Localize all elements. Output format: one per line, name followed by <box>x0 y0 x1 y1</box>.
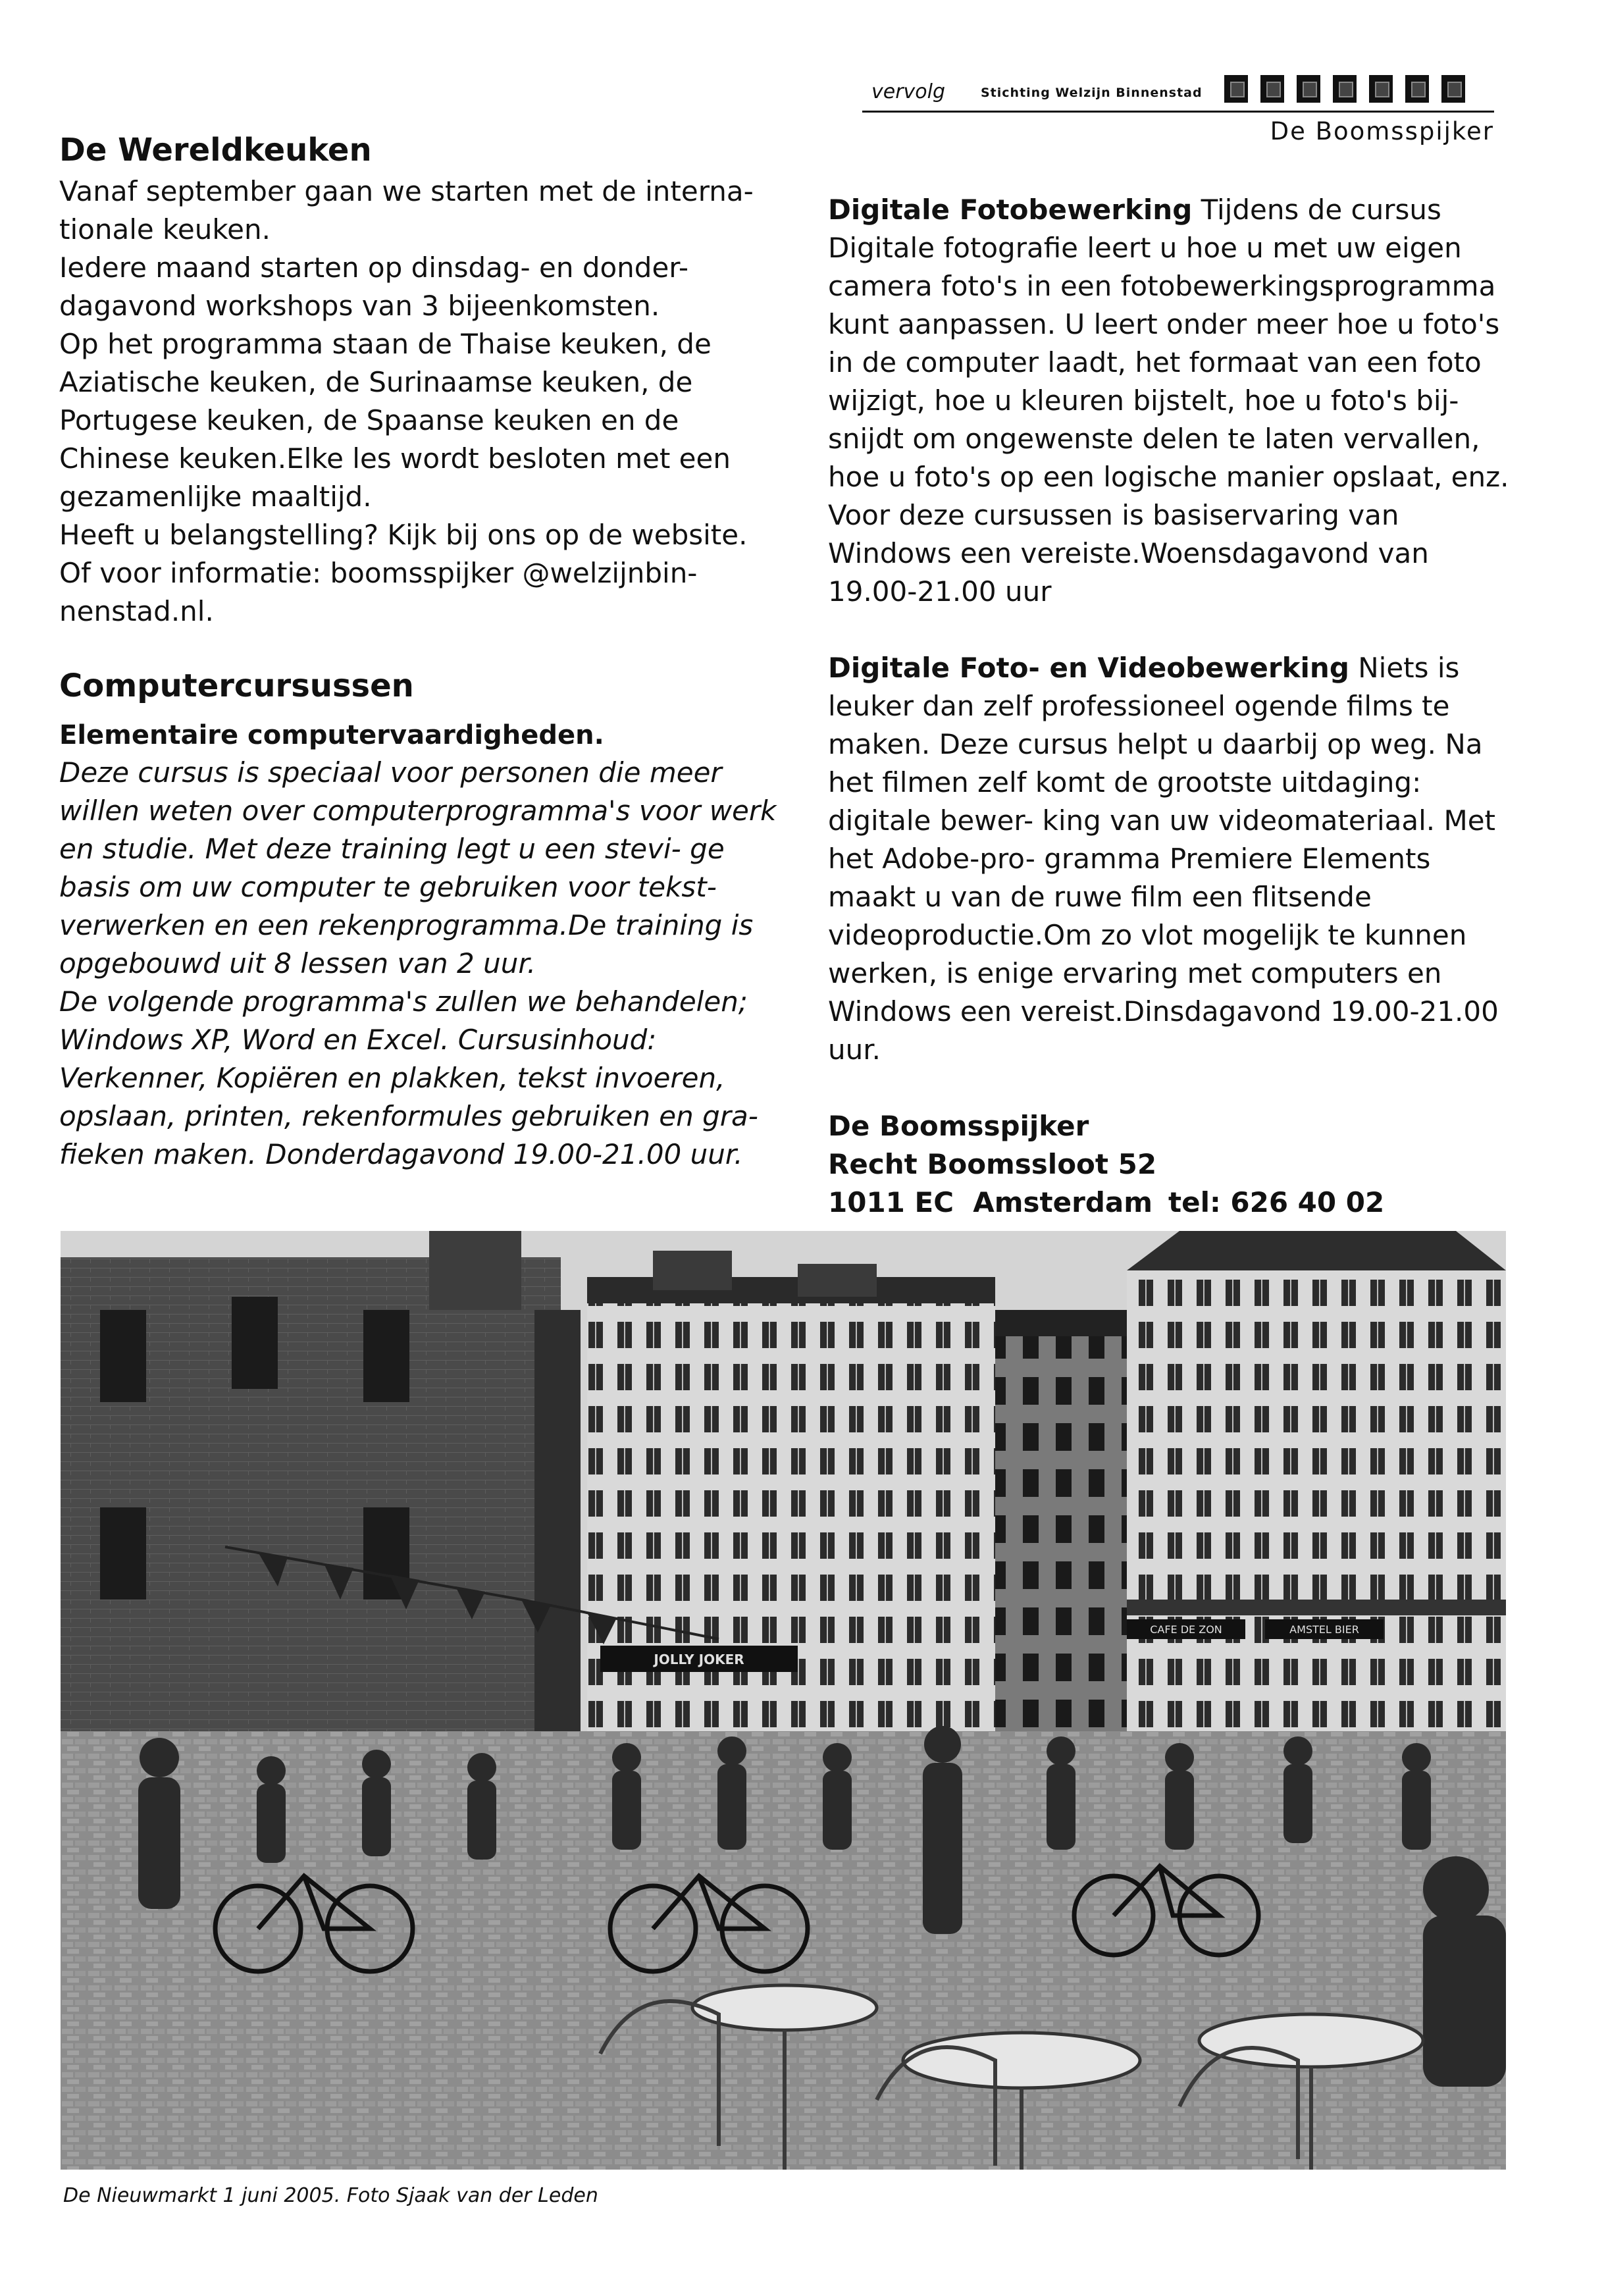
logo-square-icon <box>1297 75 1320 103</box>
address-block <box>828 1107 1526 1222</box>
address-phone: tel: 626 40 02 <box>1168 1186 1385 1218</box>
videobewerking-lead: Digitale Foto- en Videobewerking <box>828 652 1349 684</box>
computer-course-paragraph: Deze cursus is speciaal voor personen die meer willen weten over computerprogramma's voor werk en studie. Met deze training legt u een stevi- ge basis om uw computer te gebruiken voor tekst- verwerken en een rekenprogramma.De training is opgebouwd uit 8 lessen van 2 uur. <box>59 756 777 980</box>
page-header <box>862 71 1494 150</box>
videobewerking-paragraph <box>828 649 1526 1069</box>
wereldkeuken-paragraph: Vanaf september gaan we starten met de interna- tionale keuken. <box>59 174 754 246</box>
logo-square-icon <box>1441 75 1465 103</box>
shop-sign: CAFE DE ZON <box>1150 1623 1222 1636</box>
logo-square-icon <box>1405 75 1429 103</box>
brand-name: De Boomsspijker <box>1270 117 1494 145</box>
wereldkeuken-paragraph: Iedere maand starten op dinsdag- en donder- dagavond workshops van 3 bijeenkomsten. <box>59 251 689 322</box>
shop-sign: JOLLY JOKER <box>654 1652 744 1667</box>
wereldkeuken-paragraph: Op het programma staan de Thaise keuken, de Aziatische keuken, de Surinaamse keuken, de Portugese keuken, de Spaanse keuken en de Chinese keuken.Elke les wordt besloten met een gezamenlijke maaltijd. <box>59 327 731 513</box>
nieuwmarkt-photo <box>61 1231 1506 2170</box>
computer-course-paragraph: De volgende programma's zullen we behandelen; Windows XP, Word en Excel. Cursusinhoud: Verkenner, Kopiëren en plakken, tekst invoeren, opslaan, printen, rekenformules gebruiken en gra- fieken maken. Donderdagavond 19.00-21.00 uur. <box>59 985 758 1171</box>
address-street: Recht Boomssloot 52 <box>828 1148 1157 1180</box>
logo-square-icon <box>1224 75 1248 103</box>
fotobewerking-text: Tijdens de cursus Digitale fotografie leert u hoe u met uw eigen camera foto's in een fotobewerkingsprogramma kunt aanpassen. U leert onder meer hoe u foto's in de computer laadt, het formaat van een foto wijzigt, hoe u kleuren bijstelt, hoe u foto's bij- snijdt om ongewenste delen te laten vervallen, hoe u foto's op een logische manier opslaat, enz. Voor deze cursussen is basiservaring van Windows een vereiste.Woensdagavond van 19.00-21.00 uur <box>828 194 1509 608</box>
logo-square-icon <box>1369 75 1393 103</box>
wereldkeuken-paragraph: Heeft u belangstelling? Kijk bij ons op de website. Of voor informatie: boomsspijker @welzijnbin- nenstad.nl. <box>59 518 748 627</box>
nieuwmarkt-illustration <box>61 1231 1506 2170</box>
address-postcode-city: 1011 EC Amsterdam <box>828 1186 1153 1218</box>
wereldkeuken-heading: De Wereldkeuken <box>59 132 372 169</box>
organisation-name: Stichting Welzijn Binnenstad <box>981 86 1203 100</box>
logo-square-icon <box>1333 75 1357 103</box>
header-rule <box>862 111 1494 113</box>
videobewerking-text: Niets is leuker dan zelf professioneel ogende films te maken. Deze cursus helpt u daarbij op weg. Na het filmen zelf komt de grootste uitdaging: digitale bewer- king van uw videomateriaal. Met het Adobe-pro- gramma Premiere Elements maakt u van de ruwe film een flitsende videoproductie.Om zo vlot mogelijk te kunnen werken, is enige ervaring met computers en Windows een vereist.Dinsdagavond 19.00-21.00 uur. <box>828 652 1499 1066</box>
organisation-logo <box>1224 75 1465 103</box>
continued-label: vervolg <box>871 80 946 103</box>
address-name: De Boomsspijker <box>828 1110 1089 1142</box>
left-column <box>59 132 783 1174</box>
fotobewerking-lead: Digitale Fotobewerking <box>828 194 1193 226</box>
logo-square-icon <box>1260 75 1284 103</box>
elementaire-subheading: Elementaire computervaardigheden. <box>59 720 604 751</box>
computercursussen-heading: Computercursussen <box>59 667 414 704</box>
photo-caption: De Nieuwmarkt 1 juni 2005. Foto Sjaak van der Leden <box>63 2184 598 2207</box>
right-column <box>828 191 1526 1222</box>
shop-sign: AMSTEL BIER <box>1289 1623 1359 1636</box>
fotobewerking-paragraph <box>828 191 1526 611</box>
